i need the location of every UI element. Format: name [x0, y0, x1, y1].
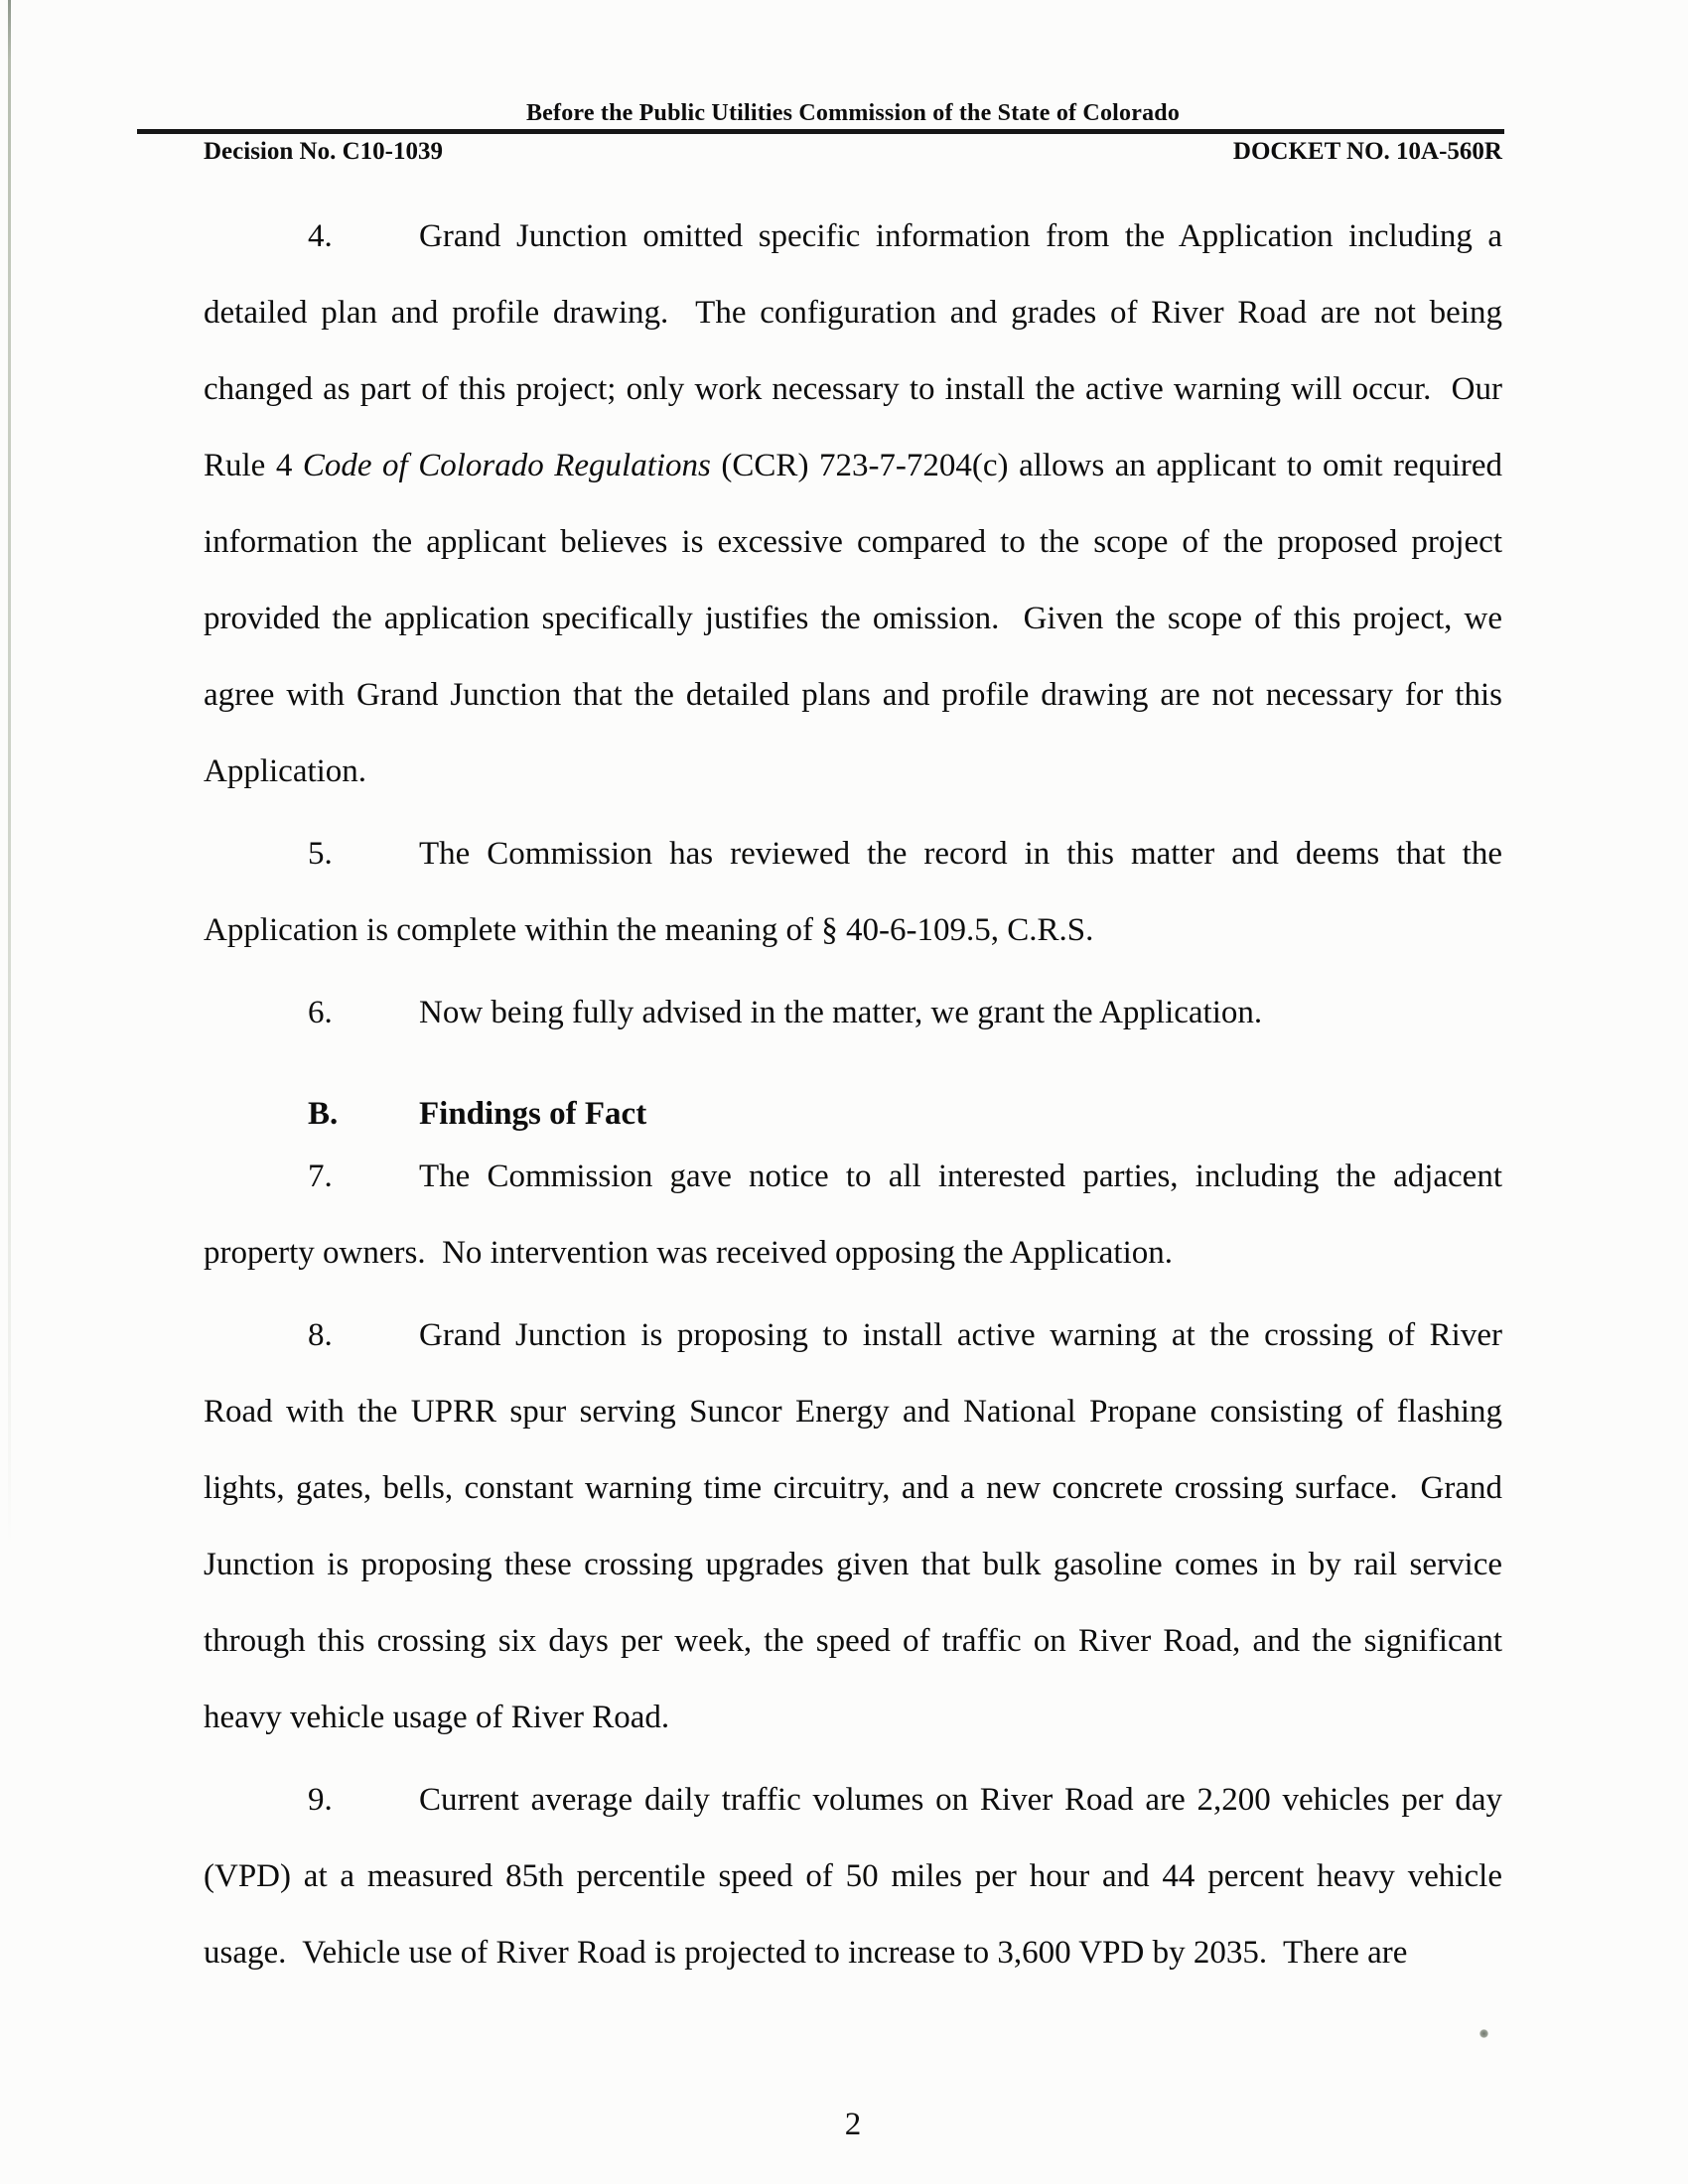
header-meta-row	[204, 138, 1502, 166]
paragraph	[204, 1762, 1502, 1991]
page-number: 2	[844, 2107, 862, 2142]
paragraph-text: The Commission has reviewed the record in this matter and deems that the Application is complete within the meaning of § 40-6-109.5, C.R.S.	[204, 836, 1502, 948]
paragraph-number: 5.	[308, 836, 333, 872]
page-edge-scan-artifact	[8, 0, 11, 1549]
paragraph-text: The Commission gave notice to all interested parties, including the adjacent property owners. No intervention was received opposing the Application.	[204, 1159, 1502, 1271]
section-heading	[204, 1089, 1502, 1139]
header-title: Before the Public Utilities Commission of the State of Colorado	[525, 100, 1181, 126]
paragraph-number: 4.	[308, 218, 333, 254]
italic-citation-text: Code of Colorado Regulations	[302, 448, 711, 483]
paragraph	[204, 1139, 1502, 1292]
paragraph-text: Now being fully advised in the matter, we grant the Application.	[419, 995, 1263, 1030]
docket-number: DOCKET NO. 10A-560R	[1232, 138, 1502, 165]
paragraph-text: Grand Junction omitted specific information from the Application including a detailed plan and profile drawing. The configuration and grades of River Road are not being changed as part of this project; only work necessary to install the active warning will occur. Our Rule 4	[204, 218, 1502, 483]
paragraph	[204, 816, 1502, 969]
paragraph-text: Grand Junction is proposing to install active warning at the crossing of River Road with the UPRR spur serving Suncor Energy and National Propane consisting of flashing lights, gates, bells, constant warning time circuitry, and a new concrete crossing surface. Grand Junction is proposing these crossing upgrades given that bulk gasoline comes in by rail service through this crossing six days per week, the speed of traffic on River Road, and the significant heavy vehicle usage of River Road.	[204, 1317, 1502, 1735]
paragraph-text: (CCR) 723-7-7204(c) allows an applicant to omit required information the applicant believes is excessive compared to the scope of the proposed project provided the application specifically justifies the omission. Given the scope of this project, we agree with Grand Junction that the detailed plans and profile drawing are not necessary for this Application.	[204, 448, 1503, 789]
paragraph-number: 8.	[308, 1317, 333, 1353]
paragraph	[204, 975, 1502, 1051]
paragraph-text: Findings of Fact	[419, 1096, 647, 1132]
paragraph-number: 6.	[308, 995, 333, 1030]
header-rule	[137, 129, 1504, 134]
paragraph-text: Current average daily traffic volumes on River Road are 2,200 vehicles per day (VPD) at a measured 85th percentile speed of 50 miles per hour and 44 percent heavy vehicle usage. Vehicle use of River Road is projected to increase to 3,600 VPD by 2035. There are	[204, 1782, 1502, 1971]
decision-number: Decision No. C10-1039	[204, 138, 443, 165]
section-heading-number: B.	[308, 1096, 339, 1132]
document-body	[204, 199, 1502, 1991]
paragraph	[204, 1297, 1502, 1756]
paragraph	[204, 199, 1502, 810]
scan-speck-artifact	[1479, 2029, 1488, 2038]
paragraph-number: 9.	[308, 1782, 333, 1818]
paragraph-number: 7.	[308, 1159, 333, 1194]
